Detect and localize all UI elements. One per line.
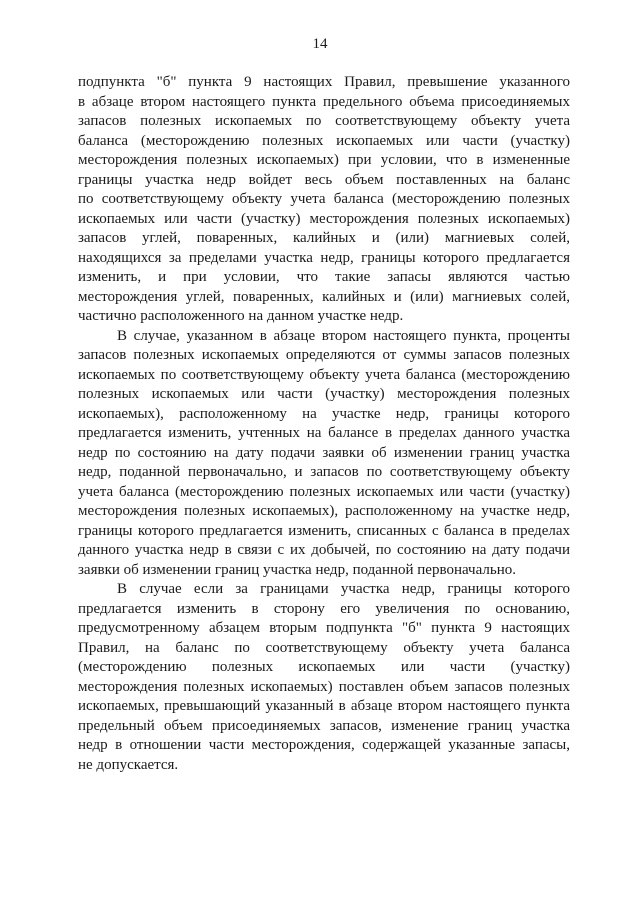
text-line	[78, 619, 570, 639]
text-line	[78, 93, 570, 113]
text-line	[78, 639, 570, 659]
text-line-content: находящихся за пределами участка недр, границы которого предлагается	[78, 249, 570, 266]
text-line	[78, 697, 570, 717]
text-line	[78, 736, 570, 756]
text-line-content: Правил, на баланс по соответствующему объекту учета баланса	[78, 639, 570, 656]
text-line	[78, 600, 570, 620]
text-line	[78, 346, 570, 366]
text-line-content: В случае, указанном в абзаце втором настоящего пункта, проценты	[117, 327, 570, 344]
text-line	[78, 327, 570, 347]
text-line-content: предлагается изменить в сторону его увеличения по основанию,	[78, 600, 570, 617]
text-line	[78, 385, 570, 405]
text-line	[78, 463, 570, 483]
text-line	[78, 717, 570, 737]
text-line	[78, 541, 570, 561]
text-line-content: ископаемых или части (участку) месторождения полезных ископаемых)	[78, 210, 570, 227]
text-line	[78, 151, 570, 171]
text-line-content: не допускается.	[78, 756, 179, 773]
text-line-content: предельный объем присоединяемых запасов, изменение границ участка	[78, 717, 570, 734]
text-line	[78, 561, 570, 581]
text-line	[78, 502, 570, 522]
paragraph	[78, 580, 570, 775]
text-line-content: месторождения полезных ископаемых) при условии, что в измененные	[78, 152, 570, 168]
text-line-content: месторождения углей, поваренных, калийных и (или) магниевых солей,	[78, 288, 570, 305]
text-line-content: баланса (месторождению полезных ископаемых или части (участку)	[78, 132, 570, 149]
text-line	[78, 132, 570, 152]
text-line	[78, 678, 570, 698]
text-line	[78, 210, 570, 230]
page-number: 14	[312, 36, 328, 52]
text-line	[78, 190, 570, 210]
text-line-content: учета баланса (месторождению полезных ископаемых или части (участку)	[78, 483, 570, 500]
text-line	[78, 658, 570, 678]
text-line-content: ископаемых, превышающий указанный в абзаце втором настоящего пункта	[78, 698, 570, 714]
text-line	[78, 444, 570, 464]
text-line	[78, 249, 570, 269]
text-line-content: ископаемых по соответствующему объекту учета баланса (месторождению	[78, 366, 570, 383]
document-body	[78, 73, 570, 775]
text-line-content: недр по состоянию на дату подачи заявки об изменении границ участка	[78, 444, 570, 461]
text-line	[78, 483, 570, 503]
text-line-content: границы участка недр войдет весь объем поставленных на баланс	[78, 171, 570, 188]
text-line-content: полезных ископаемых или части (участку) месторождения полезных	[78, 386, 570, 402]
text-line	[78, 366, 570, 386]
text-line	[78, 112, 570, 132]
text-line-content: месторождения полезных ископаемых), расположенному на участке недр,	[78, 503, 570, 519]
text-line-content: заявки об изменении границ участка недр, поданной первоначально.	[78, 561, 516, 578]
text-line-content: по соответствующему объекту учета баланса (месторождению полезных	[78, 191, 570, 207]
text-line	[78, 307, 570, 327]
text-line-content: предлагается изменить, учтенных на балансе в пределах данного участка	[78, 425, 570, 441]
text-line	[78, 580, 570, 600]
text-line-content: недр, поданной первоначально, и запасов по соответствующему объекту	[78, 464, 570, 480]
text-line	[78, 73, 570, 93]
text-line	[78, 171, 570, 191]
text-line-content: ископаемых), расположенному на участке недр, границы которого	[78, 405, 570, 422]
text-line-content: подпункта "б" пункта 9 настоящих Правил, превышение указанного	[78, 74, 570, 90]
text-line-content: частично расположенного на данном участке недр.	[78, 308, 404, 324]
text-line-content: запасов полезных ископаемых по соответствующему объекту учета	[78, 113, 570, 129]
text-line-content: (месторождению полезных ископаемых или части (участку)	[78, 659, 570, 675]
text-line	[78, 405, 570, 425]
text-line-content: В случае если за границами участка недр, границы которого	[117, 581, 570, 597]
text-line	[78, 268, 570, 288]
text-line	[78, 756, 570, 776]
text-line	[78, 424, 570, 444]
text-line-content: в абзаце втором настоящего пункта предельного объема присоединяемых	[78, 93, 570, 110]
text-line	[78, 229, 570, 249]
text-line	[78, 288, 570, 308]
text-line-content: предусмотренному абзацем вторым подпункта "б" пункта 9 настоящих	[78, 620, 570, 636]
text-line-content: месторождения полезных ископаемых) поставлен объем запасов полезных	[78, 678, 570, 695]
text-line-content: недр в отношении части месторождения, содержащей указанные запасы,	[78, 737, 570, 753]
text-line-content: границы которого предлагается изменить, списанных с баланса в пределах	[78, 522, 570, 539]
text-line-content: данного участка недр в связи с их добычей, по состоянию на дату подачи	[78, 542, 570, 558]
text-line-content: запасов углей, поваренных, калийных и (или) магниевых солей,	[78, 230, 570, 246]
text-line-content: изменить, и при условии, что такие запасы являются частью	[78, 269, 570, 285]
paragraph	[78, 73, 570, 327]
paragraph	[78, 327, 570, 581]
text-line-content: запасов полезных ископаемых определяются от суммы запасов полезных	[78, 347, 570, 363]
text-line	[78, 522, 570, 542]
